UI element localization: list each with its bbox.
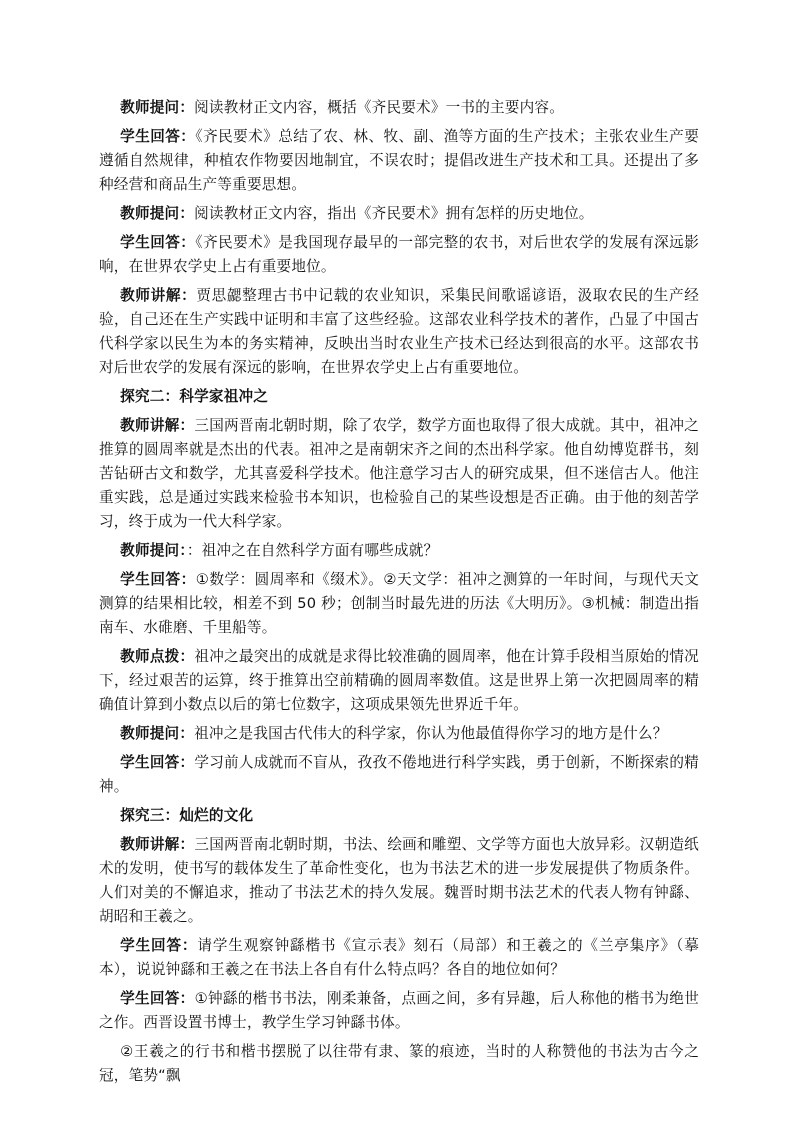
paragraph-text: ②王羲之的行书和楷书摆脱了以往带有隶、篆的痕迹，当时的人称赞他的书法为古今之冠，笔势“飘: [99, 1043, 699, 1084]
speaker-label: 学生回答：: [120, 234, 196, 251]
speaker-label: 教师讲解：: [120, 417, 195, 434]
paragraph-text: ①数学：圆周率和《缀术》。②天文学：祖冲之测算的一年时间，与现代天文测算的结果相比较，相差不到 50 秒；创制当时最先进的历法《大明历》。③机械：制造出指南车、水碓磨、千里船等。: [99, 571, 699, 636]
speaker-label: 学生回答：: [120, 128, 196, 145]
paragraph-text: 祖冲之是我国古代伟大的科学家，你认为他最值得你学习的地方是什么？: [194, 725, 668, 742]
paragraph-text: 《齐民要术》总结了农、林、牧、副、渔等方面的生产技术；主张农业生产要遵循自然规律，种植农作物要因地制宜，不误农时；提倡改进生产技术和工具。还提出了多种经营和商品生产等重要思想。: [99, 128, 699, 193]
speaker-label: 教师点拨：: [120, 648, 195, 665]
speaker-label: 学生回答：: [120, 754, 195, 771]
speaker-label: 教师提问：: [120, 725, 195, 742]
paragraph-teacher-question: [99, 202, 699, 226]
section-heading: 探究三：灿烂的文化: [120, 807, 254, 824]
paragraph-teacher-question: [99, 96, 699, 120]
paragraph-teacher-explanation: [99, 833, 699, 929]
paragraph-text: ：祖冲之在自然科学方面有哪些成就？: [186, 542, 439, 559]
paragraph-text: 《齐民要术》是我国现存最早的一部完整的农书，对后世农学的发展有深远影响，在世界农学史上占有重要地位。: [99, 234, 699, 275]
paragraph-text: 三国两晋南北朝时期，除了农学，数学方面也取得了很大成就。其中，祖冲之推算的圆周率就是杰出的代表。祖冲之是南朝宋齐之间的杰出科学家。他自幼博览群书，刻苦钻研古文和数学，尤其喜爱科学技术。他注意学习古人的研究成果，但不迷信古人。他注重实践，总是通过实践来检验书本知识，也检验自己的某些设想是否正确。由于他的刻苦学习，终于成为一代大科学家。: [99, 417, 699, 530]
paragraph-student-answer: [99, 987, 699, 1035]
paragraph-text: 请学生观察钟繇楷书《宣示表》刻石（局部）和王羲之的《兰亭集序》（摹本），说说钟繇和王羲之在书法上各自有什么特点吗？各自的地位如何？: [99, 937, 699, 978]
paragraph-student-answer: [99, 751, 699, 799]
section-heading: 探究二：科学家祖冲之: [120, 388, 269, 405]
paragraph-continuation: [99, 1040, 699, 1088]
paragraph-text: 阅读教材正文内容，概括《齐民要术》一书的主要内容。: [194, 99, 564, 116]
paragraph-text: 三国两晋南北朝时期，书法、绘画和雕塑、文学等方面也大放异彩。汉朝造纸术的发明，使书写的载体发生了革命性变化，也为书法艺术的进一步发展提供了物质条件。人们对美的不懈追求，推动了书法艺术的持久发展。魏晋时期书法艺术的代表人物有钟繇、胡昭和王羲之。: [99, 836, 699, 925]
paragraph-text: 学习前人成就而不盲从，孜孜不倦地进行科学实践，勇于创新，不断探索的精神。: [99, 754, 699, 795]
paragraph-teacher-question: [99, 722, 699, 746]
paragraph-teacher-explanation: [99, 414, 699, 534]
paragraph-student-answer: [99, 125, 699, 197]
speaker-label: 教师提问：: [120, 205, 195, 222]
speaker-label: 教师讲解：: [120, 836, 195, 853]
speaker-label: 学生回答：: [120, 571, 196, 588]
paragraph-teacher-guidance: [99, 645, 699, 717]
paragraph-student-answer: [99, 934, 699, 982]
paragraph-text: 祖冲之最突出的成就是求得比较准确的圆周率，他在计算手段相当原始的情况下，经过艰苦的运算，终于推算出空前精确的圆周率数值。这是世界上第一次把圆周率的精确值计算到小数点以后的第七位数字，这项成果领先世界近千年。: [99, 648, 699, 713]
speaker-label: 学生回答：: [120, 990, 195, 1007]
document-body: [99, 96, 699, 1093]
speaker-label: 教师讲解：: [120, 287, 197, 304]
paragraph-student-answer: [99, 231, 699, 279]
paragraph-teacher-question: [99, 539, 699, 563]
speaker-label: 学生回答：: [120, 937, 198, 954]
paragraph-student-answer: [99, 568, 699, 640]
paragraph-teacher-explanation: [99, 284, 699, 380]
paragraph-text: 阅读教材正文内容，指出《齐民要术》拥有怎样的历史地位。: [194, 205, 594, 222]
paragraph-text: 贾思勰整理古书中记载的农业知识，采集民间歌谣谚语，汲取农民的生产经验，自己还在生产实践中证明和丰富了这些经验。这部农业科学技术的著作，凸显了中国古代科学家以民生为本的务实精神，反映出当时农业生产技术已经达到很高的水平。这部农书对后世农学的发展有深远的影响，在世界农学史上占有重要地位。: [99, 287, 699, 376]
speaker-label: 教师提问：: [120, 542, 187, 559]
speaker-label: 教师提问：: [120, 99, 195, 116]
paragraph-text: ①钟繇的楷书书法，刚柔兼备，点画之间，多有异趣，后人称他的楷书为绝世之作。西晋设置书博士，教学生学习钟繇书体。: [99, 990, 699, 1031]
